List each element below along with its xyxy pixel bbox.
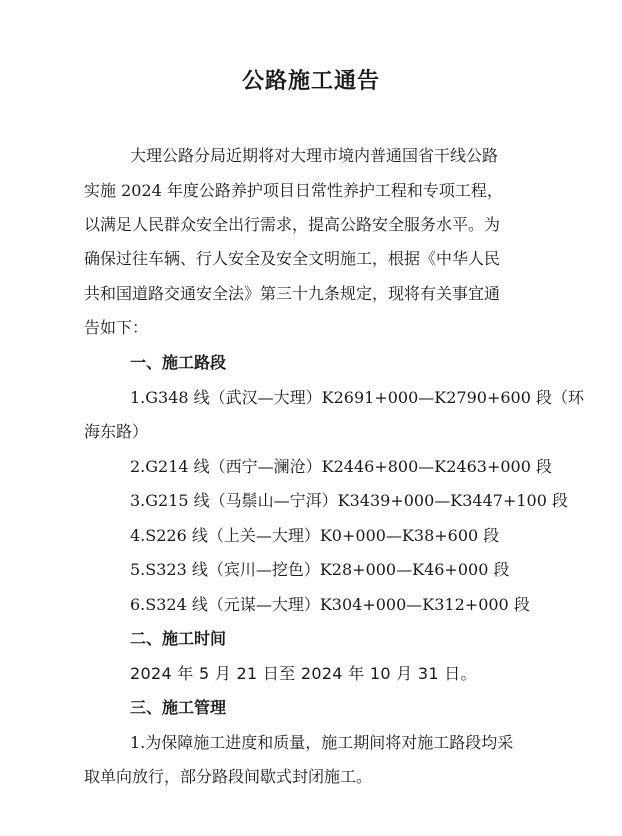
intro-line: 共和国道路交通安全法》第三十九条规定，现将有关事宜通 <box>84 284 501 303</box>
road-segment-item: 6.S324 线（元谋—大理）K304+000—K312+000 段 <box>130 595 530 614</box>
intro-line: 确保过往车辆、行人安全及安全文明施工，根据《中华人民 <box>84 249 501 268</box>
section-heading-construction-time: 二、施工时间 <box>130 629 227 648</box>
intro-line: 以满足人民群众安全出行需求，提高公路安全服务水平。为 <box>84 215 501 234</box>
construction-time-text: 2024 年 5 月 21 日至 2024 年 10 月 31 日。 <box>130 664 477 683</box>
road-segment-item: 5.S323 线（宾川—挖色）K28+000—K46+000 段 <box>130 560 510 579</box>
road-segment-item: 4.S226 线（上关—大理）K0+000—K38+600 段 <box>130 526 500 545</box>
section-heading-road-segments: 一、施工路段 <box>130 353 227 372</box>
road-segment-item: 2.G214 线（西宁—澜沧）K2446+800—K2463+000 段 <box>130 457 552 476</box>
road-segment-item-continued: 海东路） <box>84 422 149 441</box>
intro-line: 实施 2024 年度公路养护项目日常性养护工程和专项工程， <box>84 181 503 200</box>
intro-line: 大理公路分局近期将对大理市境内普通国省干线公路 <box>130 146 499 165</box>
road-segment-item: 1.G348 线（武汉—大理）K2691+000—K2790+600 段（环 <box>130 388 584 407</box>
section-heading-construction-management: 三、施工管理 <box>130 698 227 717</box>
management-line: 1.为保障施工进度和质量，施工期间将对施工路段均采 <box>130 733 514 752</box>
management-line: 取单向放行，部分路段间歇式封闭施工。 <box>84 767 373 786</box>
road-segment-item: 3.G215 线（马鬃山—宁洱）K3439+000—K3447+100 段 <box>130 491 568 510</box>
page-title: 公路施工通告 <box>241 69 380 94</box>
intro-line: 告如下： <box>84 318 149 337</box>
